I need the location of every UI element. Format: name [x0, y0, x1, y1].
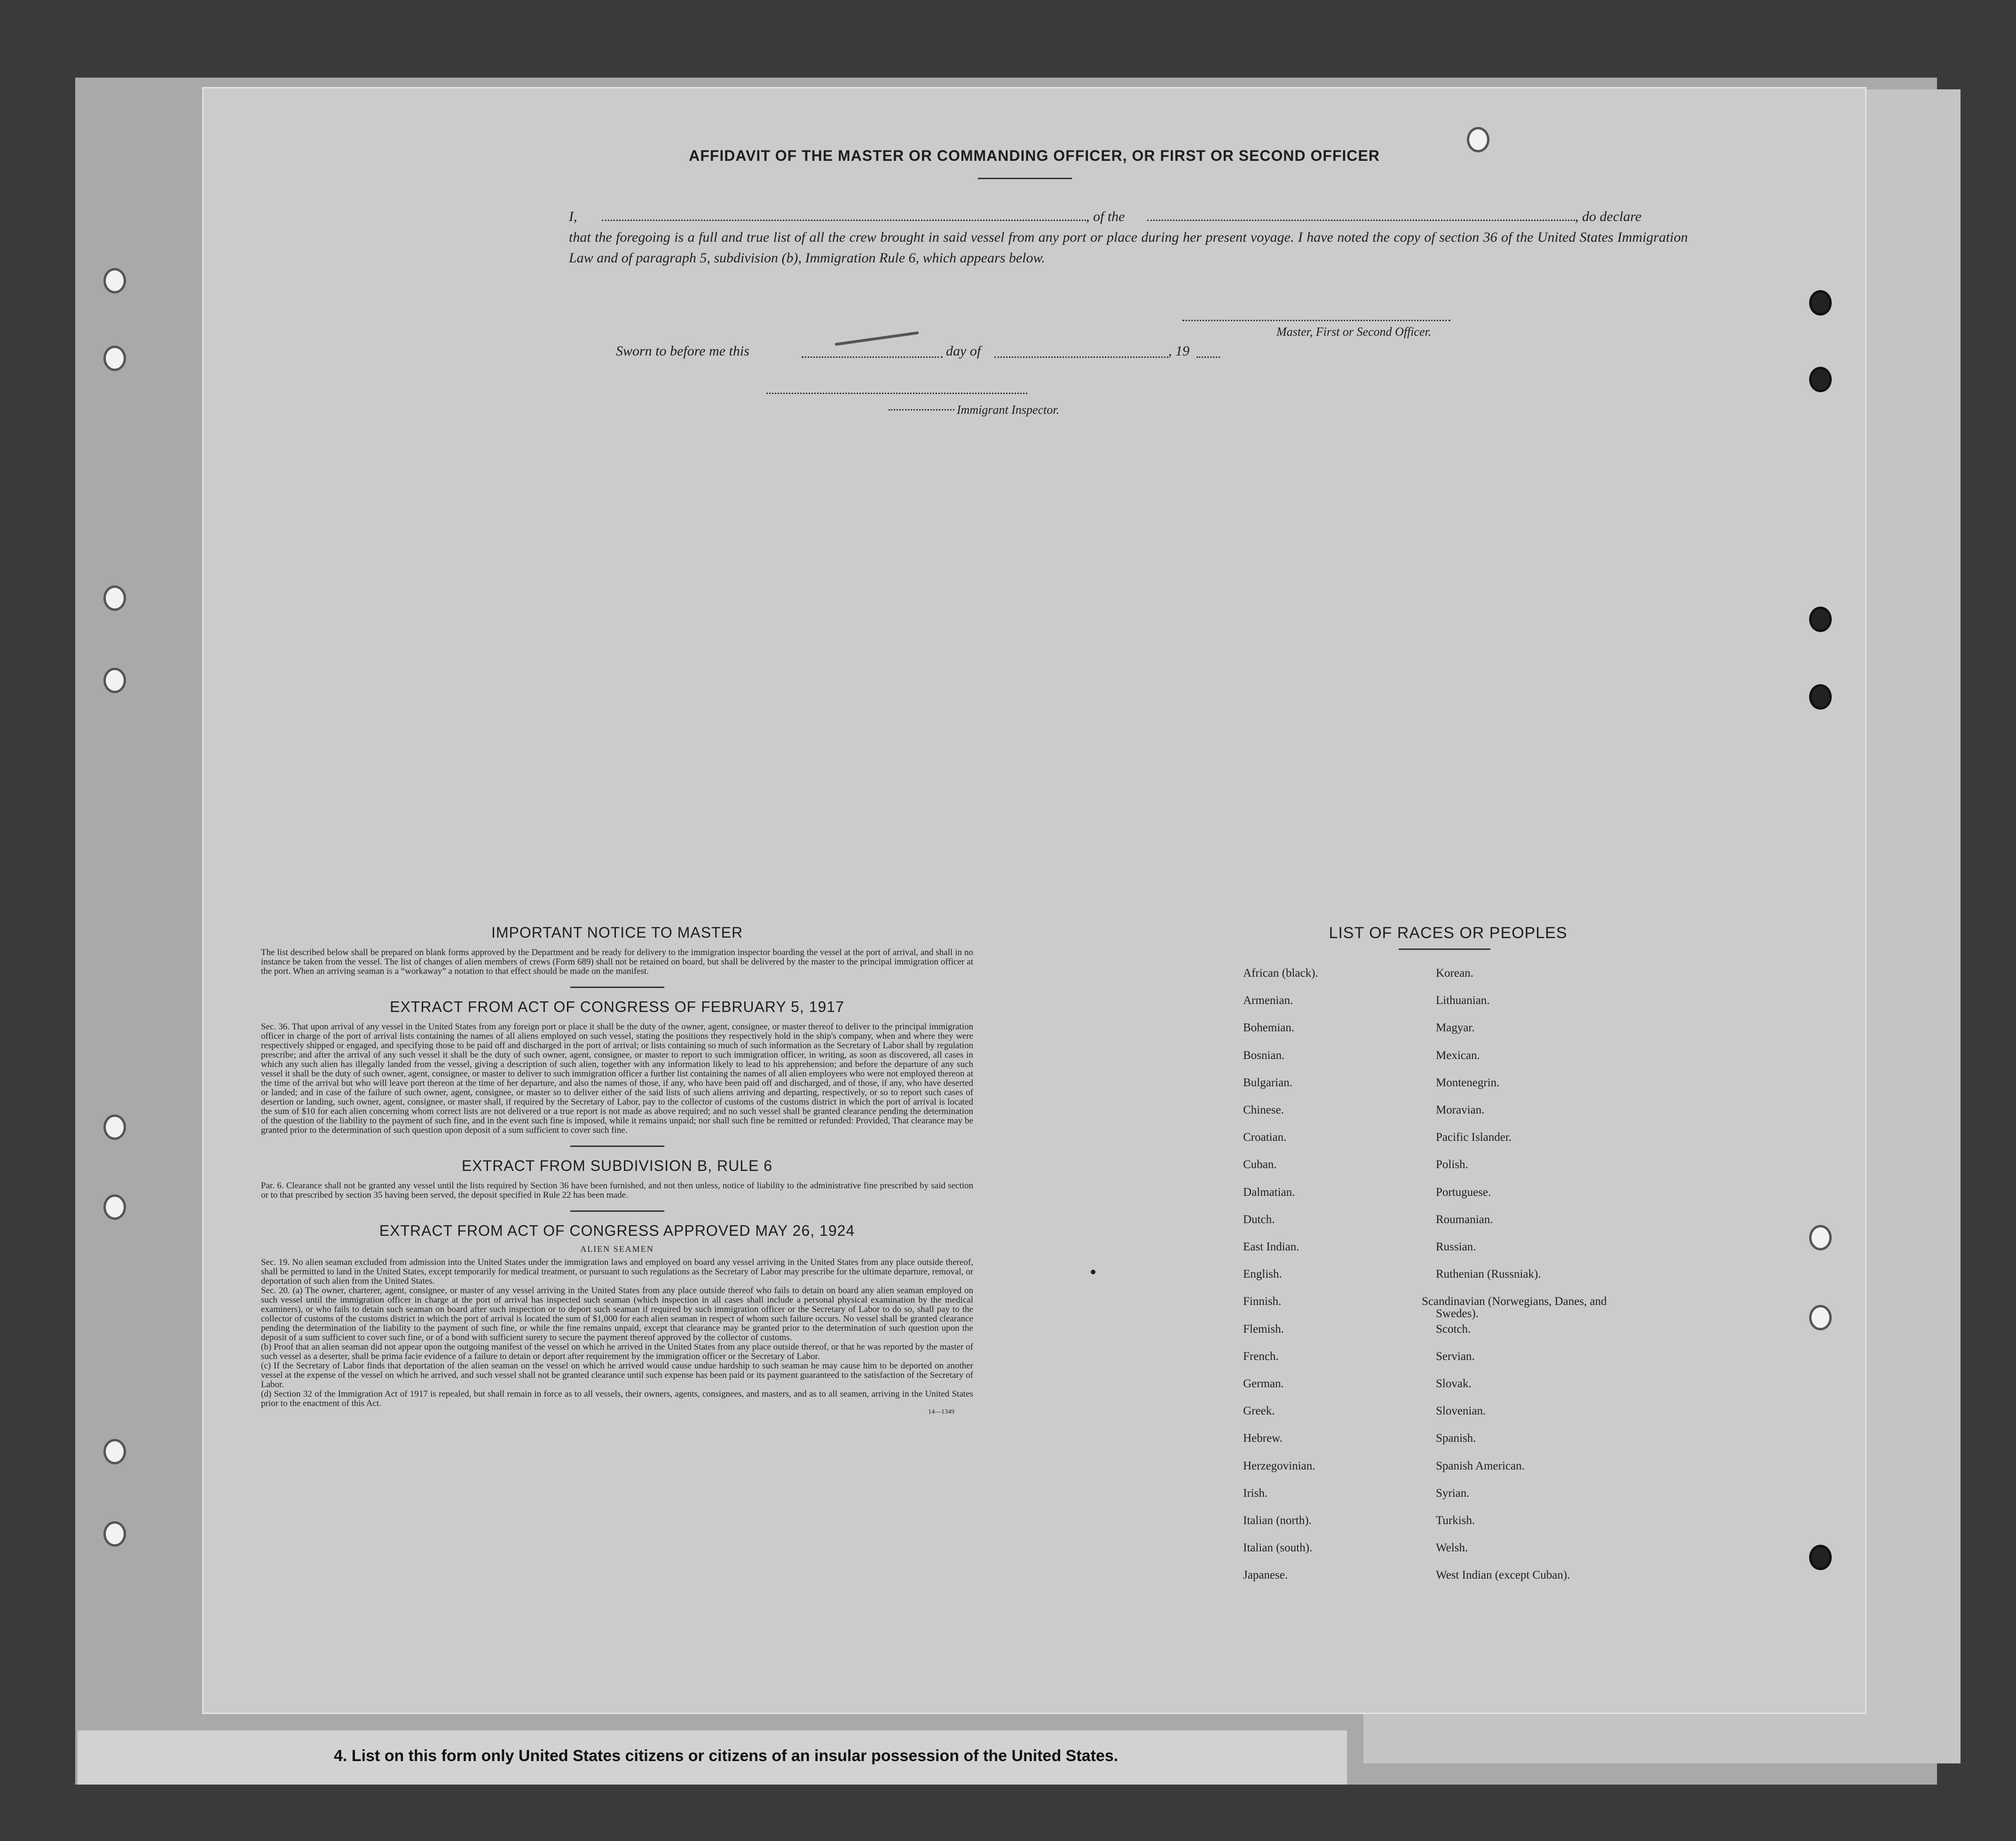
race-item-left: Greek. — [1243, 1405, 1275, 1417]
race-item-left: Dutch. — [1243, 1213, 1275, 1226]
binder-hole — [1809, 1225, 1832, 1250]
race-item-right: Spanish. — [1436, 1432, 1476, 1445]
race-item-left: Italian (north). — [1243, 1514, 1312, 1527]
extract-rule6-title: EXTRACT FROM SUBDIVISION B, RULE 6 — [461, 1157, 773, 1174]
race-item-left: Herzegovinian. — [1243, 1460, 1315, 1472]
races-title-rule — [1399, 948, 1490, 950]
race-item-left: Bohemian. — [1243, 1021, 1295, 1034]
affidavit-title: AFFIDAVIT OF THE MASTER OR COMMANDING OFFICER, OR FIRST OR SECOND OFFICER — [689, 147, 1380, 164]
sworn-day-blank[interactable] — [802, 343, 943, 358]
section-divider — [570, 987, 664, 988]
race-item-right: Lithuanian. — [1436, 994, 1490, 1007]
race-item-right: West Indian (except Cuban). — [1436, 1569, 1570, 1581]
binder-hole — [1809, 1305, 1832, 1330]
inspector-dotted-lead — [889, 400, 954, 411]
race-item-left: Japanese. — [1243, 1569, 1288, 1581]
race-item-right: Slovenian. — [1436, 1405, 1486, 1417]
race-item-right: Mexican. — [1436, 1049, 1480, 1062]
section-divider — [570, 1146, 664, 1147]
declaration-first-line — [569, 206, 1688, 227]
race-item-left: Chinese. — [1243, 1104, 1284, 1116]
extract-rule6-text: Par. 6. Clearance shall not be granted any vessel until the lists required by Section 36 have been furnished, and not then unless, notice of liability to the administrative fine prescribed by said section or to that prescribed by section 35 having been served, the deposit specified in Rule 22 has been made. — [261, 1181, 973, 1200]
sworn-prefix: Sworn to before me this — [616, 343, 749, 359]
race-item-left: Hebrew. — [1243, 1432, 1283, 1445]
race-item-right: Scotch. — [1436, 1323, 1471, 1335]
extract-1924-title: EXTRACT FROM ACT OF CONGRESS APPROVED MAY 26, 1924 — [379, 1222, 855, 1239]
sworn-month-blank[interactable] — [994, 343, 1168, 358]
extract-1924-p4: (c) If the Secretary of Labor finds that deportation of the alien seaman on the vessel on which he arrived would cause undue hardship to such seaman he may cause him to be deported on another vessel at the expense of the vessel on which he arrived, and such vessel shall not be granted clearance until such expense has been paid or its payment guaranteed to the satisfaction of the Secretary of Labor. — [261, 1361, 973, 1390]
race-item-right: Servian. — [1436, 1350, 1475, 1363]
race-item-right: Russian. — [1436, 1241, 1476, 1253]
race-item-left: Irish. — [1243, 1487, 1268, 1500]
race-item-right: Slovak. — [1436, 1377, 1472, 1390]
binder-hole — [103, 668, 126, 693]
sworn-year-blank[interactable] — [1197, 343, 1220, 358]
race-item-left: Croatian. — [1243, 1131, 1287, 1144]
race-item-right: Portuguese. — [1436, 1186, 1491, 1199]
section-divider — [570, 1210, 664, 1212]
binder-hole — [103, 1439, 126, 1464]
declaration-text: that the foregoing is a full and true list of all the crew brought in said vessel from any port or place during her present voyage. I have noted the copy of section 36 of the United States Immigration Law and of paragraph 5, subdivision (b), Immigration Rule 6, which appears below. — [569, 229, 1688, 266]
race-item-right: Korean. — [1436, 967, 1473, 980]
race-item-right: Welsh. — [1436, 1541, 1468, 1554]
race-item-left: German. — [1243, 1377, 1284, 1390]
notice-column — [261, 924, 973, 1416]
race-item-left: Bulgarian. — [1243, 1076, 1292, 1089]
race-item-left: Flemish. — [1243, 1323, 1284, 1335]
race-item-left: African (black). — [1243, 967, 1318, 980]
race-item-right: Polish. — [1436, 1158, 1468, 1171]
race-item-right: Scandinavian (Norwegians, Danes, and Swedes). — [1422, 1295, 1607, 1320]
declaration-of-the: , of the — [1086, 209, 1125, 224]
extract-1917-title: EXTRACT FROM ACT OF CONGRESS OF FEBRUARY 5, 1917 — [390, 998, 844, 1015]
extract-1924-p2: Sec. 20. (a) The owner, charterer, agent, consignee, or master of any vessel arriving in the United States from any place outside thereof who fails to detain on board any alien seaman employed on such vessel until the immigration officer in charge at the port of arrival has inspected such seaman (which inspection in all cases shall include a personal physical examination by the medical examiners), or who fails to detain such seaman on board after such inspection or to deport such seaman if required by such immigration officer or the Secretary of Labor to do so, shall pay to the collector of customs of the customs district in which the port of arrival is located the sum of $1,000 for each alien seaman in respect of whom such failure occurs. No vessel shall be granted clearance pending the determination of the liability to the payment of such fine, or while the fine remains unpaid, except that clearance may be granted prior to the determination of such question upon the deposit of a sum sufficient to cover such fine, or of a bond with sufficient surety to secure the payment thereof approved by the collector of customs. — [261, 1286, 973, 1343]
binder-hole — [103, 346, 126, 371]
race-item-right: Syrian. — [1436, 1487, 1470, 1500]
race-item-left: Armenian. — [1243, 994, 1293, 1007]
declaration-i: I, — [569, 209, 577, 224]
race-item-right: Turkish. — [1436, 1514, 1475, 1527]
races-title: LIST OF RACES OR PEOPLES — [1329, 924, 1567, 942]
race-item-left: Finnish. — [1243, 1295, 1282, 1308]
sworn-day-of: day of — [946, 343, 981, 359]
race-item-right: Spanish American. — [1436, 1460, 1525, 1472]
affidavit-page — [202, 87, 1866, 1714]
binder-hole — [103, 1194, 126, 1220]
binder-hole — [103, 585, 126, 611]
extract-1924-p5: (d) Section 32 of the Immigration Act of 1917 is repealed, but shall remain in force as to all vessels, their owners, agents, consignees, and masters, and as to all seamen, arriving in the United States prior to the enactment of this Act. — [261, 1389, 973, 1408]
race-item-left: Dalmatian. — [1243, 1186, 1295, 1199]
binder-hole — [103, 268, 126, 293]
inspector-caption: Immigrant Inspector. — [957, 403, 1060, 417]
race-item-right: Roumanian. — [1436, 1213, 1493, 1226]
race-item-right: Pacific Islander. — [1436, 1131, 1512, 1144]
master-caption: Master, First or Second Officer. — [1276, 325, 1432, 339]
binder-hole — [1809, 1545, 1832, 1570]
race-item-right: Montenegrin. — [1436, 1076, 1500, 1089]
bottom-note: 4. List on this form only United States citizens or citizens of an insular possession of the United States. — [334, 1747, 1118, 1765]
binder-hole — [1809, 367, 1832, 392]
race-item-right: Moravian. — [1436, 1104, 1485, 1116]
inspector-signature-line[interactable] — [766, 393, 1027, 394]
race-item-left: French. — [1243, 1350, 1279, 1363]
binder-hole — [103, 1521, 126, 1547]
extract-1924-p3: (b) Proof that an alien seaman did not appear upon the outgoing manifest of the vessel on which he arrived in the United States from any place outside thereof, or that he was reported by the master of such vessel as a deserter, shall be prima facie evidence of a failure to detain or deport after requirement by the immigration officer or the Secretary of Labor. — [261, 1342, 973, 1361]
extract-1917-text: Sec. 36. That upon arrival of any vessel in the United States from any foreign port or place it shall be the duty of the owner, agent, consignee, or master thereof to deliver to the principal immigration officer in charge of the port of arrival lists containing the names of all aliens employed on such vessel, stating the positions they respectively hold in the ship's company, when and where they were respectively shipped or engaged, and specifying those to be paid off and discharged in the port of arrival; or lists containing so much of such information as the Secretary of Labor shall by regulation prescribe; and after the arrival of any such vessel it shall be the duty of such owner, agent, consignee, or master to report to such immigration officer, in writing, as soon as discovered, all cases in which any such alien has illegally landed from the vessel, giving a description of such alien, together with any information likely to lead to his apprehension; and before the departure of any such vessel it shall be the duty of such owner, agent, consignee, or master to deliver to such immigration officer a further list containing the names of all alien employees who were not employed thereon at the time of the arrival but who will leave port thereon at the time of her departure, and also the names of those, if any, who have been paid off and discharged, and of those, if any, who have deserted or landed; and in case of the failure of such owner, agent, consignee, or master so to deliver either of the said lists of such aliens arriving and departing, respectively, or so to report such cases of desertion or landing, such owner, agent, consignee, or master shall, if required by the Secretary of Labor, pay to the collector of customs of the customs district in which the port of arrival is located the sum of $10 for each alien concerning whom correct lists are not delivered or a true report is not made as above required; and no such vessel shall be granted clearance pending the determination of the question of the liability to the payment of such fine, and in the event such fine is imposed, while it remains unpaid; nor shall such fine be remitted or refunded: Provided, That clearance may be granted prior to the determination of such question upon deposit of a sum sufficient to cover such fine. — [261, 1022, 973, 1135]
race-item-right: Ruthenian (Russniak). — [1436, 1268, 1541, 1280]
declaration-block — [569, 206, 1688, 269]
vessel-blank[interactable] — [1147, 206, 1575, 221]
race-item-left: Italian (south). — [1243, 1541, 1313, 1554]
notice-title: IMPORTANT NOTICE TO MASTER — [491, 924, 743, 941]
binder-hole — [103, 1114, 126, 1140]
race-item-left: English. — [1243, 1268, 1282, 1280]
sworn-year: , 19 — [1168, 343, 1189, 359]
race-item-right: Magyar. — [1436, 1021, 1475, 1034]
binder-hole — [1809, 607, 1832, 632]
binder-hole — [1809, 290, 1832, 316]
notice-text: The list described below shall be prepared on blank forms approved by the Department and be ready for delivery to the immigration inspector boarding the vessel at the port of arrival, and shall in no instance be taken from the vessel. The list of changes of alien members of crews (Form 689) shall not be retained on board, but shall be delivered by the master to the principal immigration officer at the port. When an arriving seaman is a “workaway” a notation to that effect should be made on the manifest. — [261, 948, 973, 976]
title-rule — [978, 178, 1072, 179]
races-list — [1222, 924, 1674, 1581]
ink-speck — [1091, 1270, 1095, 1274]
form-number: 14—1349 — [928, 1408, 954, 1415]
declaration-do-declare: , do declare — [1575, 209, 1642, 224]
race-item-left: Cuban. — [1243, 1158, 1277, 1171]
master-signature-line[interactable] — [1182, 320, 1450, 321]
race-item-left: East Indian. — [1243, 1241, 1299, 1253]
extract-1924-subtitle: ALIEN SEAMEN — [580, 1244, 654, 1254]
race-item-left: Bosnian. — [1243, 1049, 1285, 1062]
binder-hole — [1809, 684, 1832, 710]
name-blank[interactable] — [602, 206, 1086, 221]
extract-1924-p1: Sec. 19. No alien seaman excluded from admission into the United States under the immigration laws and employed on board any vessel arriving in the United States from any place outside thereof, shall be permitted to land in the United States, except temporarily for medical treatment, or pursuant to such regulations as the Secretary of Labor may prescribe for the ultimate departure, removal, or deportation of such alien from the United States. — [261, 1257, 973, 1286]
